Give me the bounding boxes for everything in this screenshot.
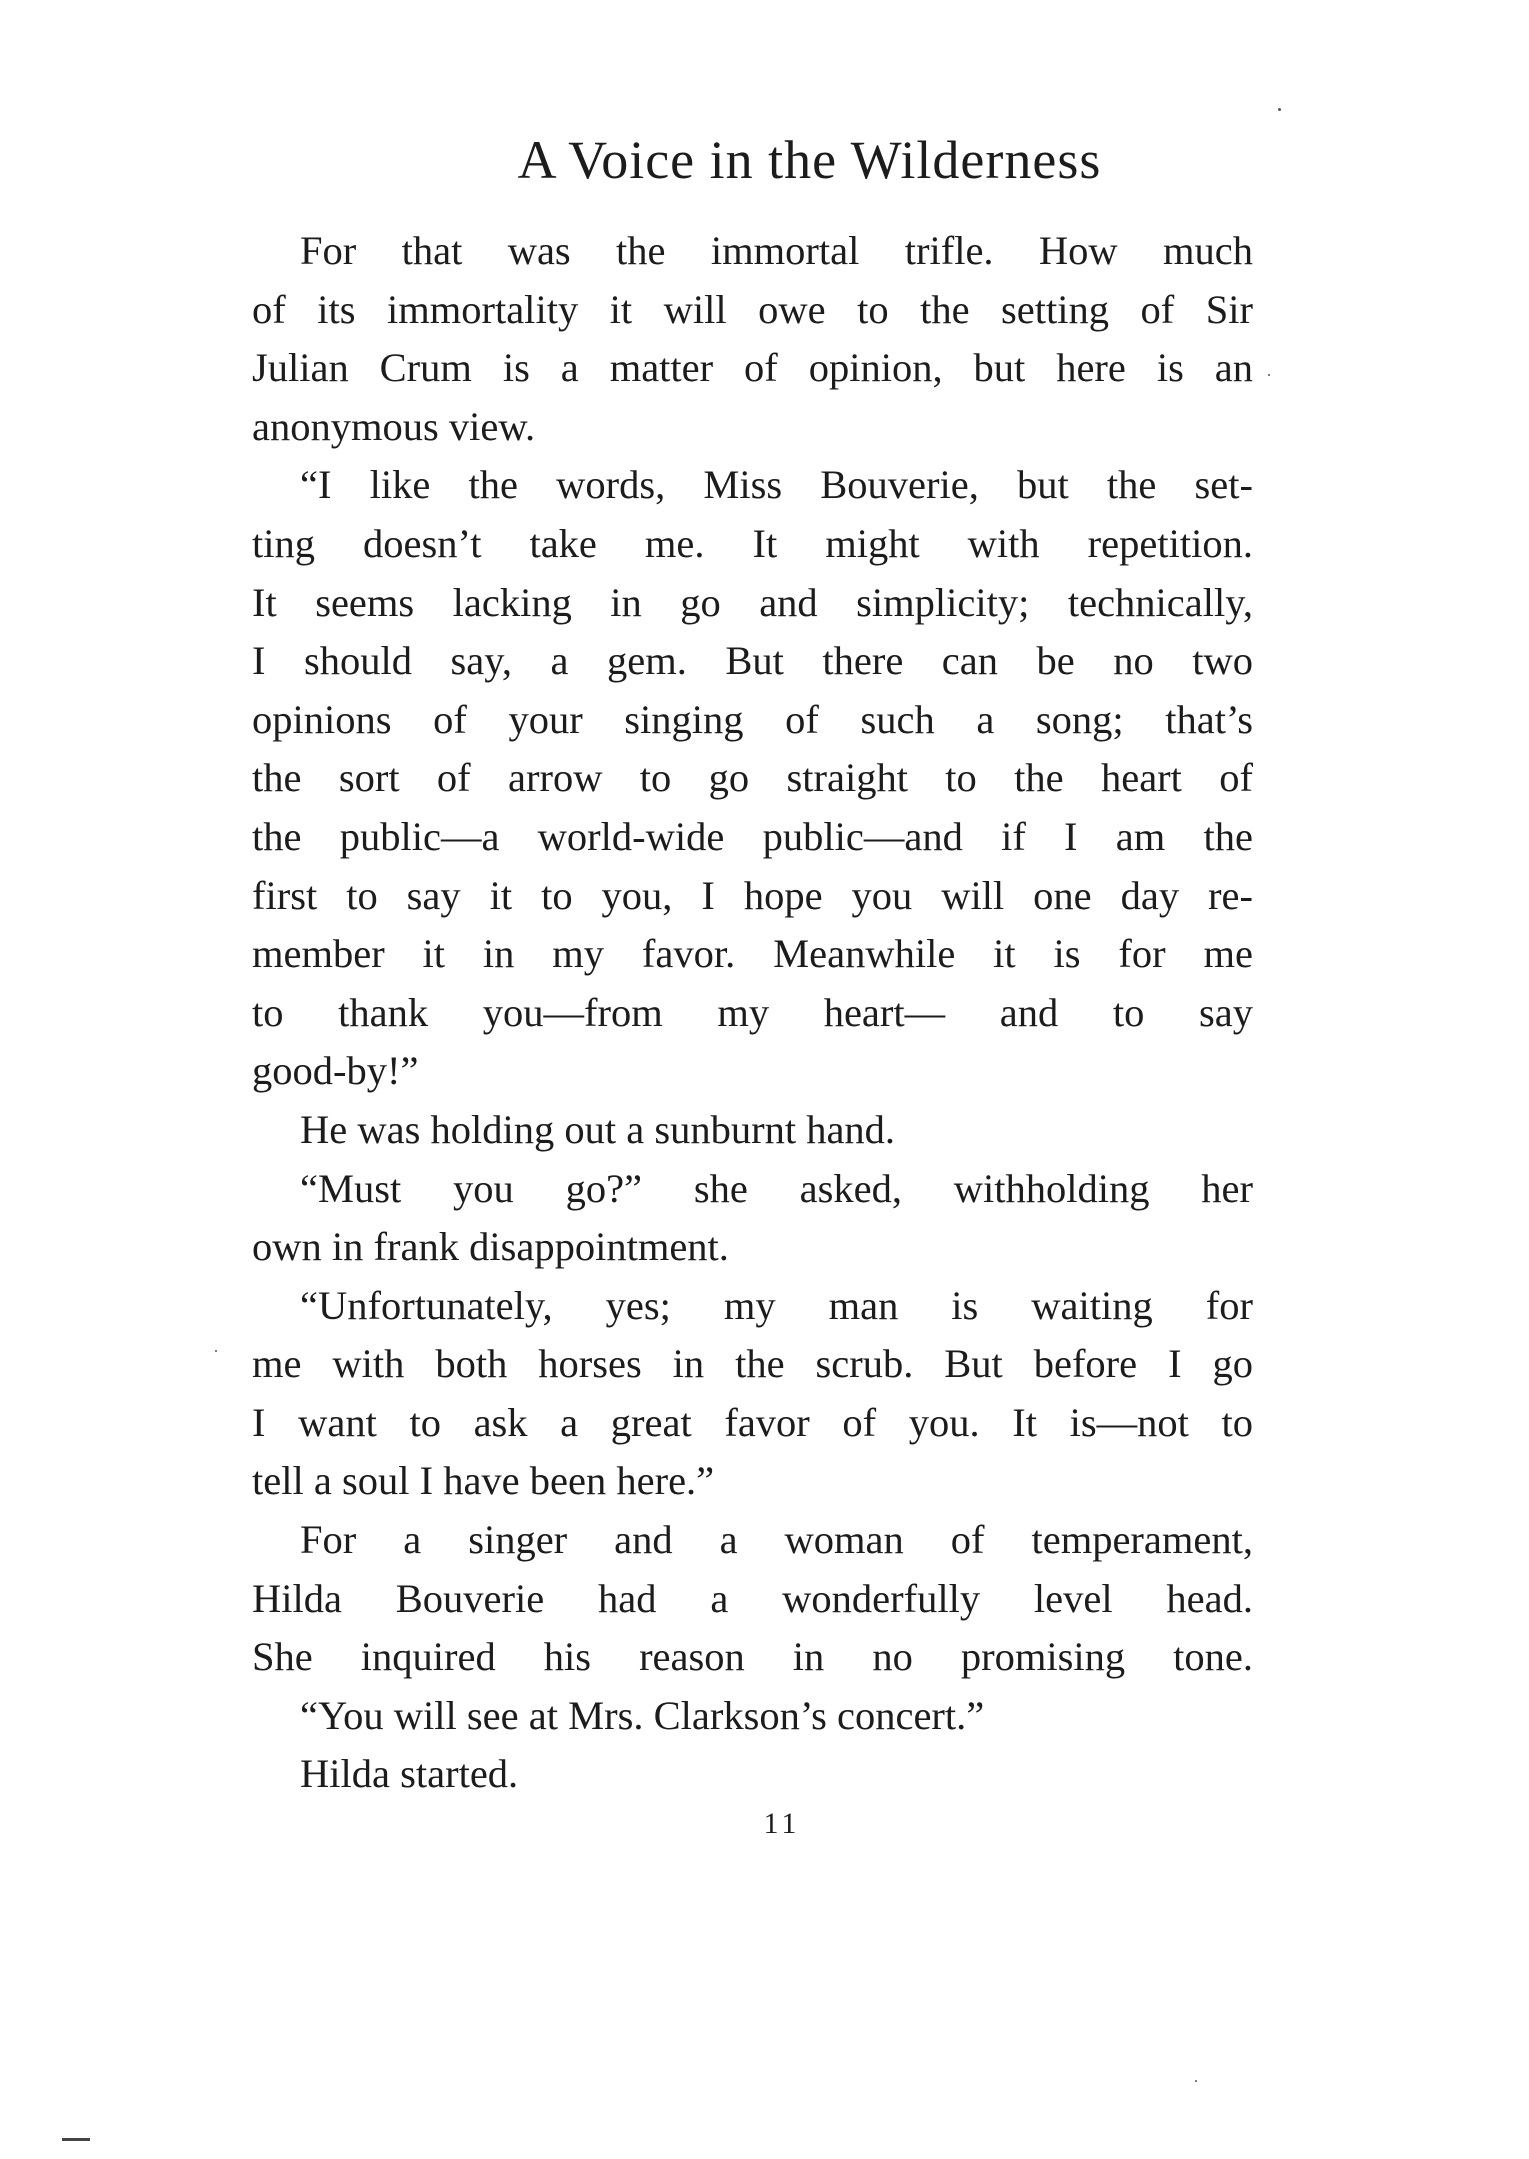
text-line: of its immortality it will owe to the setting of Sir	[252, 286, 1253, 332]
text-line: Hilda Bouverie had a wonderfully level head.	[252, 1575, 1253, 1621]
paper-speck	[1268, 374, 1270, 376]
running-head: A Voice in the Wilderness	[517, 130, 1102, 190]
text-line: “Must you go?” she asked, withholding her	[300, 1165, 1253, 1211]
text-line: member it in my favor. Meanwhile it is for me	[252, 931, 1253, 977]
text-line: “Unfortunately, yes; my man is waiting for	[300, 1282, 1253, 1328]
text-line: For that was the immortal trifle. How much	[300, 228, 1253, 273]
text-line: first to say it to you, I hope you will one day re-	[252, 872, 1253, 918]
text-line: She inquired his reason in no promising tone.	[252, 1634, 1253, 1680]
text-line: good-by!”	[252, 1048, 419, 1094]
body-text	[252, 222, 1253, 1804]
text-line: It seems lacking in go and simplicity; technically,	[252, 579, 1253, 625]
paper-speck	[215, 1350, 217, 1352]
page-number: 11	[763, 1807, 801, 1840]
text-line: to thank you—from my heart— and to say	[252, 989, 1253, 1035]
text-line: me with both horses in the scrub. But before I go	[252, 1341, 1253, 1387]
text-line: For a singer and a woman of temperament,	[300, 1517, 1253, 1563]
text-line: the sort of arrow to go straight to the heart of	[252, 755, 1253, 801]
text-line: I should say, a gem. But there can be no two	[252, 638, 1253, 684]
text-line: the public—a world-wide public—and if I am the	[252, 813, 1253, 859]
paper-speck	[1195, 2080, 1197, 2082]
text-line: opinions of your singing of such a song; that’s	[252, 696, 1253, 742]
text-line: “I like the words, Miss Bouverie, but the set-	[300, 462, 1253, 508]
text-line: Julian Crum is a matter of opinion, but here is an	[252, 345, 1253, 391]
edge-mark	[62, 2138, 90, 2141]
text-line: ting doesn’t take me. It might with repetition.	[252, 520, 1253, 566]
text-line: own in frank disappointment.	[252, 1224, 729, 1270]
paper-speck	[1278, 108, 1281, 111]
text-line: He was holding out a sunburnt hand.	[300, 1106, 896, 1152]
text-line: tell a soul I have been here.”	[252, 1458, 715, 1504]
text-line: I want to ask a great favor of you. It is—not to	[252, 1399, 1253, 1445]
text-line: Hilda started.	[300, 1751, 519, 1797]
text-line: anonymous view.	[252, 403, 536, 449]
text-line: “You will see at Mrs. Clarkson’s concert.”	[300, 1692, 985, 1738]
